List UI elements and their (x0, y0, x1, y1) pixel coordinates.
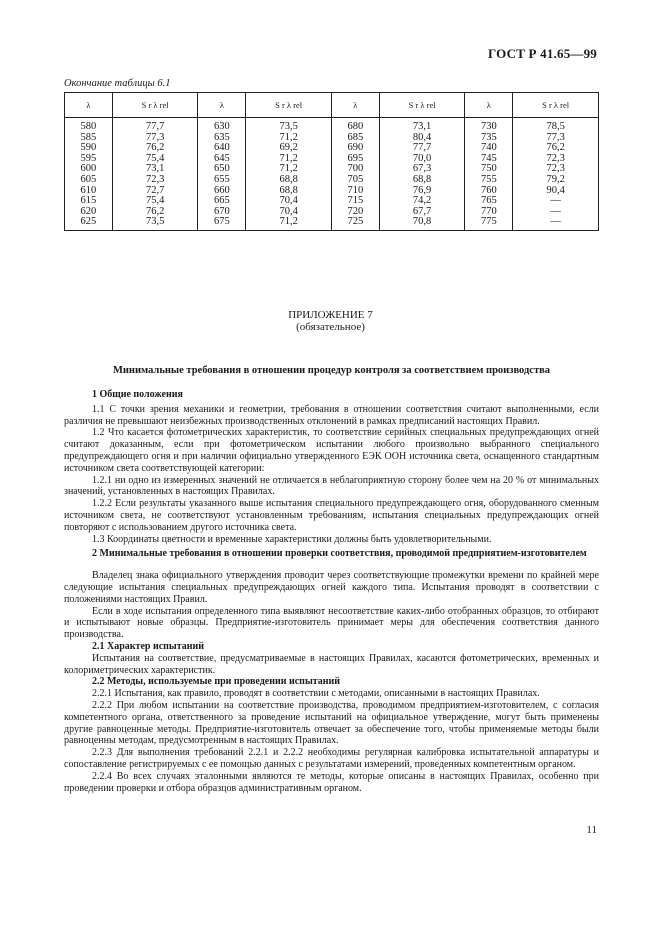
cell-relative-sensitivity: 73,1 (379, 118, 465, 133)
column-header-relative-sensitivity: S r λ rel (112, 93, 198, 118)
cell-relative-sensitivity: 71,2 (246, 133, 332, 144)
cell-wavelength: 685 (331, 133, 379, 144)
cell-wavelength: 770 (465, 207, 513, 218)
table-header-row (65, 93, 599, 118)
cell-wavelength: 755 (465, 175, 513, 186)
cell-wavelength: 705 (331, 175, 379, 186)
cell-relative-sensitivity: 68,8 (379, 175, 465, 186)
cell-wavelength: 660 (198, 186, 246, 197)
table-row (65, 207, 599, 218)
cell-relative-sensitivity: 75,4 (112, 196, 198, 207)
paragraph-2-2-4: 2.2.4 Во всех случаях эталонными являются те методы, которые описаны в настоящих Правилах, особенно при проведении проверки и отбора образцов административным органом. (64, 770, 599, 794)
cell-wavelength: 750 (465, 164, 513, 175)
appendix-subtitle: (обязательное) (296, 321, 365, 333)
cell-wavelength: 595 (65, 154, 113, 165)
cell-wavelength: 665 (198, 196, 246, 207)
cell-wavelength: 610 (65, 186, 113, 197)
cell-relative-sensitivity: 70,4 (246, 196, 332, 207)
cell-wavelength: 735 (465, 133, 513, 144)
cell-wavelength: 720 (331, 207, 379, 218)
paragraph-1-2-1: 1.2.1 ни одно из измеренных значений не отличается в неблагоприятную сторону более чем на 20 % от минимальных значений, установленных в настоящих Правилах. (64, 474, 599, 498)
cell-relative-sensitivity: 77,7 (112, 118, 198, 133)
table-row (65, 186, 599, 197)
document-header: ГОСТ Р 41.65—99 (488, 46, 597, 61)
cell-wavelength: 715 (331, 196, 379, 207)
table-row (65, 118, 599, 133)
cell-wavelength: 730 (465, 118, 513, 133)
cell-wavelength: 765 (465, 196, 513, 207)
cell-wavelength: 645 (198, 154, 246, 165)
cell-relative-sensitivity: 76,2 (112, 143, 198, 154)
cell-wavelength: 710 (331, 186, 379, 197)
paragraph-1-2: 1.2 Что касается фотометрических характеристик, то соответствие серийных специальных предупреждающих огней считают доказанным, если при фотометрическом испытании любого произвольно выбранного специального предупреждающего огня и при наличии официально утвержденного ЕЭК ООН источника света, оснащенного стандартным источником света соответствующей категории: (64, 427, 599, 474)
cell-wavelength: 745 (465, 154, 513, 165)
table-caption: Окончание таблицы 6.1 (64, 78, 171, 89)
cell-wavelength: 725 (331, 217, 379, 230)
cell-wavelength: 740 (465, 143, 513, 154)
cell-wavelength: 695 (331, 154, 379, 165)
cell-relative-sensitivity: — (513, 207, 599, 218)
column-header-wavelength: λ (331, 93, 379, 118)
cell-relative-sensitivity: 73,5 (112, 217, 198, 230)
cell-wavelength: 600 (65, 164, 113, 175)
paragraph-2-2-3: 2.2.3 Для выполнения требований 2.2.1 и 2.2.2 необходимы регулярная калибровка испытательной аппаратуры и сопоставление регистрируемых с ее помощью данных с результатами измерений, проведенных компетентным органом. (64, 747, 599, 770)
column-header-wavelength: λ (198, 93, 246, 118)
appendix-heading: Минимальные требования в отношении процедур контроля за соответствием производства (112, 365, 551, 376)
cell-relative-sensitivity: 69,2 (246, 143, 332, 154)
cell-relative-sensitivity: 73,1 (112, 164, 198, 175)
column-header-relative-sensitivity: S r λ rel (379, 93, 465, 118)
cell-relative-sensitivity: 71,2 (246, 164, 332, 175)
cell-relative-sensitivity: 76,9 (379, 186, 465, 197)
cell-wavelength: 650 (198, 164, 246, 175)
table-row (65, 154, 599, 165)
appendix-title: ПРИЛОЖЕНИЕ 7 (288, 309, 373, 321)
spacer (64, 563, 599, 570)
cell-relative-sensitivity: 72,3 (513, 154, 599, 165)
cell-relative-sensitivity: 79,2 (513, 175, 599, 186)
column-header-wavelength: λ (465, 93, 513, 118)
cell-relative-sensitivity: 71,2 (246, 154, 332, 165)
cell-relative-sensitivity: 70,8 (379, 217, 465, 230)
cell-wavelength: 775 (465, 217, 513, 230)
paragraph-2-2-2: 2.2.2 При любом испытании на соответствие производства, проводимом предприятием-изготовителем, с согласия компетентного органа, ответственного за проведение испытаний на официальное утверждение, могут быть применены другие равноценные методы. Предприятие-изготовитель отвечает за обеспечение того, чтобы применяемые методы были равноценны методам, предусмотренным в настоящих Правилах. (64, 699, 599, 747)
cell-relative-sensitivity: 67,3 (379, 164, 465, 175)
table-row (65, 164, 599, 175)
cell-wavelength: 620 (65, 207, 113, 218)
cell-relative-sensitivity: 78,5 (513, 118, 599, 133)
cell-wavelength: 635 (198, 133, 246, 144)
cell-wavelength: 605 (65, 175, 113, 186)
paragraph-2-1: Испытания на соответствие, предусматриваемые в настоящих Правилах, касаются фотометрических, временных и колориметрических характеристик. (64, 652, 599, 676)
cell-relative-sensitivity: 70,0 (379, 154, 465, 165)
section-2-title: 2 Минимальные требования в отношении проверки соответствия, проводимой предприятием-изготовителем (92, 548, 587, 560)
column-header-relative-sensitivity: S r λ rel (246, 93, 332, 118)
cell-relative-sensitivity: 77,3 (112, 133, 198, 144)
cell-wavelength: 615 (65, 196, 113, 207)
paragraph-2-b: Если в ходе испытания определенного типа выявляют несоответствие каких-либо отобранных образцов, то отбирают и испытывают новые образцы. Предприятие-изготовитель принимает меры для обеспечения соответствия данного производства. (64, 605, 599, 641)
cell-relative-sensitivity: 72,3 (513, 164, 599, 175)
cell-wavelength: 640 (198, 143, 246, 154)
cell-relative-sensitivity: 68,8 (246, 175, 332, 186)
cell-relative-sensitivity: 70,4 (246, 207, 332, 218)
cell-wavelength: 625 (65, 217, 113, 230)
cell-relative-sensitivity: — (513, 217, 599, 230)
paragraph-1-1: 1.1 С точки зрения механики и геометрии, требования в отношении соответствия считают выполненными, если различия не превышают неизбежных производственных отклонений в рамках предписаний настоящих Правил. (64, 403, 599, 427)
cell-wavelength: 760 (465, 186, 513, 197)
data-table (64, 92, 599, 231)
cell-relative-sensitivity: 77,7 (379, 143, 465, 154)
cell-relative-sensitivity: 68,8 (246, 186, 332, 197)
cell-wavelength: 680 (331, 118, 379, 133)
cell-wavelength: 655 (198, 175, 246, 186)
document-body (64, 389, 599, 794)
section-2-2-title: 2.2 Методы, используемые при проведении испытаний (92, 676, 341, 688)
cell-wavelength: 590 (65, 143, 113, 154)
cell-relative-sensitivity: — (513, 196, 599, 207)
cell-wavelength: 690 (331, 143, 379, 154)
cell-relative-sensitivity: 80,4 (379, 133, 465, 144)
cell-relative-sensitivity: 76,2 (112, 207, 198, 218)
cell-relative-sensitivity: 75,4 (112, 154, 198, 165)
table-row (65, 196, 599, 207)
column-header-wavelength: λ (65, 93, 113, 118)
paragraph-1-2-2: 1.2.2 Если результаты указанного выше испытания специального предупреждающего огня, оборудованного сменным источником света, не соответствуют установленным требованиям, испытания специальных предупреждающих огней повторяют с использованием другого источника света. (64, 498, 599, 533)
cell-relative-sensitivity: 77,3 (513, 133, 599, 144)
cell-relative-sensitivity: 72,7 (112, 186, 198, 197)
paragraph-1-3: 1.3 Координаты цветности и временные характеристики должны быть удовлетворительными. (92, 533, 492, 545)
section-2-1-title: 2.1 Характер испытаний (92, 640, 205, 652)
table-row (65, 175, 599, 186)
cell-relative-sensitivity: 74,2 (379, 196, 465, 207)
cell-wavelength: 700 (331, 164, 379, 175)
cell-wavelength: 675 (198, 217, 246, 230)
cell-wavelength: 585 (65, 133, 113, 144)
cell-relative-sensitivity: 67,7 (379, 207, 465, 218)
cell-relative-sensitivity: 76,2 (513, 143, 599, 154)
section-1-title: 1 Общие положения (92, 389, 183, 400)
cell-wavelength: 670 (198, 207, 246, 218)
cell-relative-sensitivity: 73,5 (246, 118, 332, 133)
cell-wavelength: 630 (198, 118, 246, 133)
appendix-header (0, 309, 661, 333)
cell-relative-sensitivity: 72,3 (112, 175, 198, 186)
cell-wavelength: 580 (65, 118, 113, 133)
paragraph-2-a: Владелец знака официального утверждения проводит через соответствующие промежутки времени по крайней мере следующие испытания специальных предупреждающих огней каждого типа. Испытания проводят в соответствии с положениями настоящих Правил. (64, 570, 599, 605)
table-row (65, 133, 599, 144)
column-header-relative-sensitivity: S r λ rel (513, 93, 599, 118)
table-row (65, 217, 599, 230)
page-number: 11 (586, 824, 597, 836)
table-row (65, 143, 599, 154)
paragraph-2-2-1: 2.2.1 Испытания, как правило, проводят в соответствии с методами, описанными в настоящих Правилах. (92, 688, 540, 700)
table-body (65, 118, 599, 231)
cell-relative-sensitivity: 71,2 (246, 217, 332, 230)
cell-relative-sensitivity: 90,4 (513, 186, 599, 197)
